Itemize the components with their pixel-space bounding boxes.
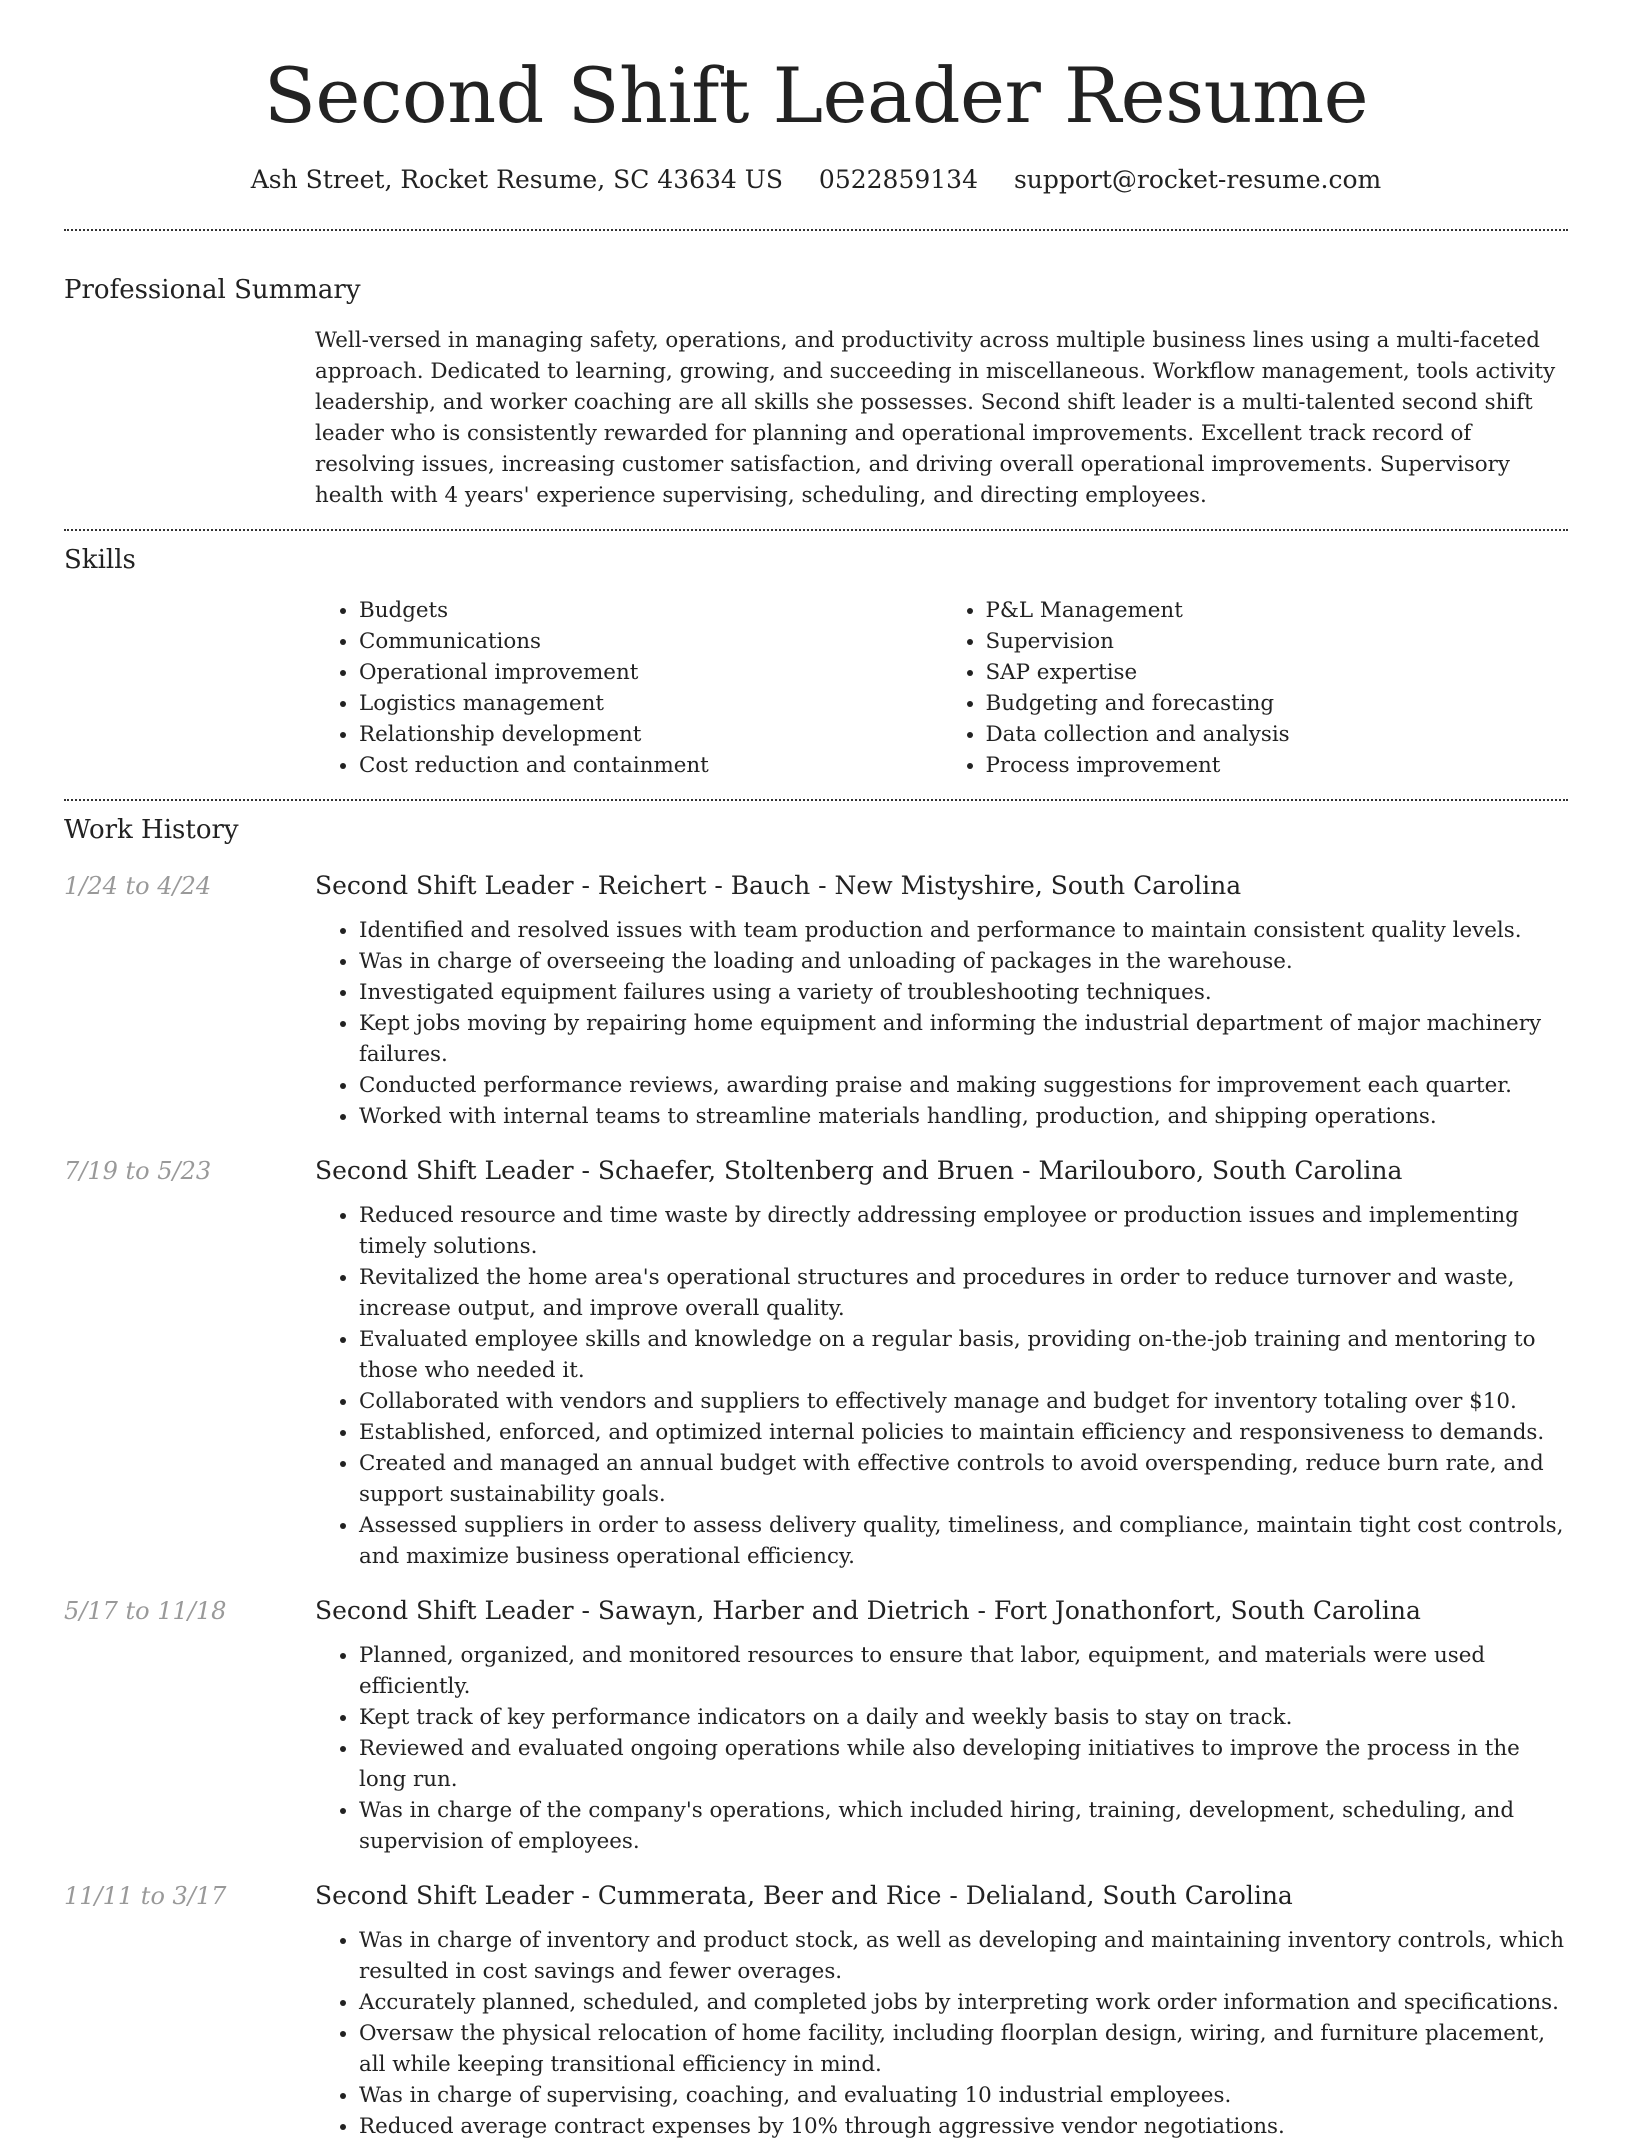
skill-item: • SAP expertise <box>986 657 1569 688</box>
job-bullet: • Reviewed and evaluated ongoing operations while also developing initiatives to improve the process in the long run. <box>359 1733 1568 1795</box>
job-bullet: • Kept jobs moving by repairing home equipment and informing the industrial department of major machinery failures. <box>359 1008 1568 1070</box>
job-bullet: • Reduced resource and time waste by directly addressing employee or production issues and implementing timely solutions. <box>359 1200 1568 1262</box>
job-entry <box>64 1594 1568 1857</box>
job-bullet: • Assessed suppliers in order to assess delivery quality, timeliness, and compliance, maintain tight cost controls, and maximize business operational efficiency. <box>359 1510 1568 1572</box>
job-bullet: • Created and managed an annual budget with effective controls to avoid overspending, reduce burn rate, and support sustainability goals. <box>359 1448 1568 1510</box>
skill-item: • Cost reduction and containment <box>359 750 942 781</box>
job-entry <box>64 869 1568 1132</box>
work-history-section <box>64 813 1568 2142</box>
job-bullet: • Reduced average contract expenses by 10% through aggressive vendor negotiations. <box>359 2111 1568 2142</box>
job-dates: 11/11 to 3/17 <box>64 1882 227 1911</box>
job-bullet: • Was in charge of inventory and product stock, as well as developing and maintaining inventory controls, which resulted in cost savings and fewer overages. <box>359 1925 1568 1987</box>
skills-divider <box>64 799 1568 801</box>
skills-grid <box>315 595 1568 781</box>
job-dates: 5/17 to 11/18 <box>64 1597 227 1626</box>
job-bullet: • Evaluated employee skills and knowledge on a regular basis, providing on-the-job training and mentoring to those who needed it. <box>359 1324 1568 1386</box>
job-bullet: • Collaborated with vendors and suppliers to effectively manage and budget for inventory totaling over $10. <box>359 1386 1568 1417</box>
skills-list-right <box>942 595 1569 781</box>
job-bullet: • Oversaw the physical relocation of home facility, including floorplan design, wiring, and furniture placement, all while keeping transitional efficiency in mind. <box>359 2018 1568 2080</box>
skill-item: • Budgeting and forecasting <box>986 688 1569 719</box>
job-header <box>64 1154 1568 1188</box>
skill-item: • Communications <box>359 626 942 657</box>
job-title: Second Shift Leader - Reichert - Bauch - New Mistyshire, South Carolina <box>315 871 1242 901</box>
job-bullet: • Was in charge of the company's operations, which included hiring, training, development, scheduling, and supervision of employees. <box>359 1795 1568 1857</box>
job-bullet: • Established, enforced, and optimized internal policies to maintain efficiency and responsiveness to demands. <box>359 1417 1568 1448</box>
job-header <box>64 1594 1568 1628</box>
professional-summary-section <box>64 273 1568 511</box>
skills-column-right <box>942 595 1569 781</box>
job-bullet: • Accurately planned, scheduled, and completed jobs by interpreting work order information and specifications. <box>359 1987 1568 2018</box>
skill-item: • Supervision <box>986 626 1569 657</box>
skill-item: • Operational improvement <box>359 657 942 688</box>
skills-list-left <box>315 595 942 781</box>
job-header <box>64 869 1568 903</box>
resume-header <box>64 0 1568 197</box>
job-bullet: • Was in charge of overseeing the loading and unloading of packages in the warehouse. <box>359 946 1568 977</box>
job-title: Second Shift Leader - Schaefer, Stoltenberg and Bruen - Marilouboro, South Carolina <box>315 1156 1403 1186</box>
job-title: Second Shift Leader - Cummerata, Beer and Rice - Delialand, South Carolina <box>315 1881 1293 1911</box>
skills-column-left <box>315 595 942 781</box>
job-bullet: • Kept track of key performance indicators on a daily and weekly basis to stay on track. <box>359 1702 1568 1733</box>
job-bullet-list <box>315 1925 1568 2142</box>
skill-item: • Data collection and analysis <box>986 719 1569 750</box>
skill-item: • Budgets <box>359 595 942 626</box>
job-entry <box>64 1154 1568 1572</box>
skill-item: • Relationship development <box>359 719 942 750</box>
resume-title: Second Shift Leader Resume <box>263 51 1369 140</box>
contact-email: support@rocket-resume.com <box>1013 165 1382 195</box>
job-bullet: • Was in charge of supervising, coaching, and evaluating 10 industrial employees. <box>359 2080 1568 2111</box>
job-dates: 1/24 to 4/24 <box>64 872 212 901</box>
job-bullet: • Identified and resolved issues with team production and performance to maintain consistent quality levels. <box>359 915 1568 946</box>
skills-heading: Skills <box>64 545 136 576</box>
contact-phone: 0522859134 <box>818 165 978 195</box>
contact-line <box>64 163 1568 197</box>
job-title: Second Shift Leader - Sawayn, Harber and Dietrich - Fort Jonathonfort, South Carolina <box>315 1596 1421 1626</box>
job-bullet: • Conducted performance reviews, awarding praise and making suggestions for improvement each quarter. <box>359 1070 1568 1101</box>
job-bullet: • Planned, organized, and monitored resources to ensure that labor, equipment, and materials were used efficiently. <box>359 1640 1568 1702</box>
summary-heading: Professional Summary <box>64 275 361 306</box>
job-entry <box>64 1879 1568 2142</box>
job-header <box>64 1879 1568 1913</box>
job-bullet: • Investigated equipment failures using a variety of troubleshooting techniques. <box>359 977 1568 1008</box>
summary-divider <box>64 529 1568 531</box>
job-bullet: • Worked with internal teams to streamline materials handling, production, and shipping operations. <box>359 1101 1568 1132</box>
skill-item: • Logistics management <box>359 688 942 719</box>
skill-item: • Process improvement <box>986 750 1569 781</box>
skill-item: • P&L Management <box>986 595 1569 626</box>
skills-section <box>64 543 1568 781</box>
header-divider <box>64 229 1568 231</box>
job-bullet-list <box>315 1640 1568 1857</box>
job-bullet-list <box>315 915 1568 1132</box>
contact-address: Ash Street, Rocket Resume, SC 43634 US <box>250 165 783 195</box>
job-dates: 7/19 to 5/23 <box>64 1157 212 1186</box>
job-bullet: • Revitalized the home area's operational structures and procedures in order to reduce turnover and waste, increase output, and improve overall quality. <box>359 1262 1568 1324</box>
work-history-heading: Work History <box>64 815 239 846</box>
summary-text: Well-versed in managing safety, operations, and productivity across multiple business lines using a multi-faceted approach. Dedicated to learning, growing, and succeeding in miscellaneous. Workflow management, tools activity leadership, and worker coaching are all skills she possesses. Second shift leader is a multi-talented second shift leader who is consistently rewarded for planning and operational improvements. Excellent track record of resolving issues, increasing customer satisfaction, and driving overall operational improvements. Supervisory health with 4 years' experience supervising, scheduling, and directing employees. <box>315 328 1556 509</box>
job-bullet-list <box>315 1200 1568 1572</box>
